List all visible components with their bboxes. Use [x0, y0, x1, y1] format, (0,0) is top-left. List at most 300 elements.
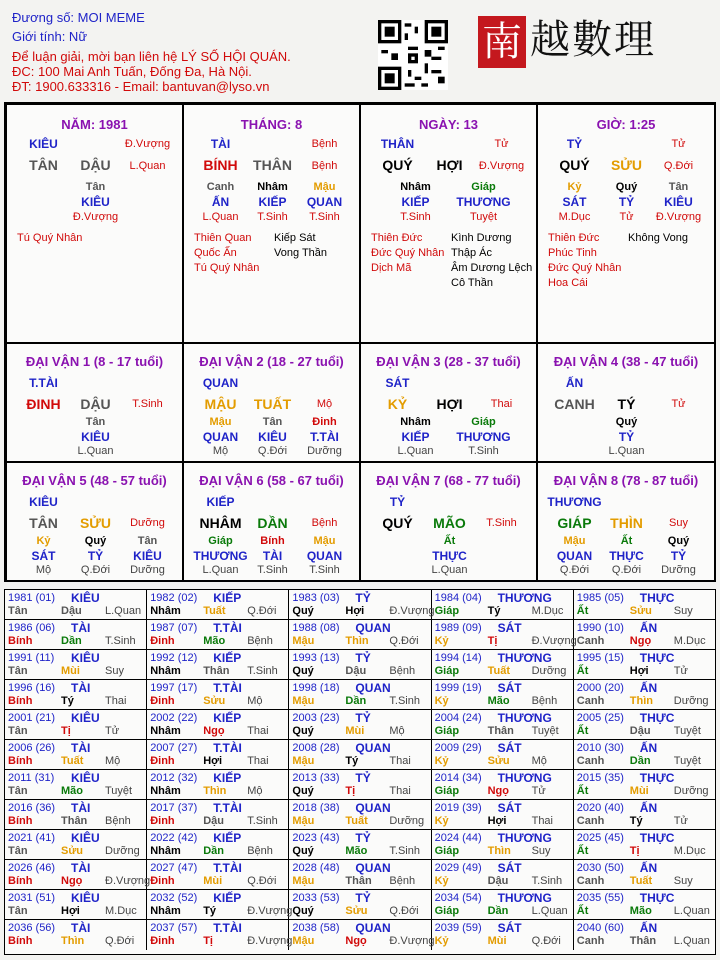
year-stem: Kỷ — [434, 935, 449, 947]
year-stem: Canh — [576, 635, 605, 647]
pillar-top-god: THÂN — [380, 137, 415, 151]
star-item: Phúc Tinh — [548, 247, 597, 259]
year-cell — [574, 590, 716, 620]
year-cell — [574, 770, 716, 800]
hidden-status: Tuyệt — [469, 211, 498, 223]
year-stem: Giáp — [434, 605, 460, 617]
hidden-stem: Kỷ — [36, 535, 51, 547]
dai-van-cell — [183, 462, 360, 581]
year-label: 2007 (27) — [150, 742, 198, 754]
year-branch: Tị — [61, 725, 71, 737]
star-item: Thiên Đức — [548, 232, 600, 244]
hidden-stem: Tân — [668, 181, 689, 193]
year-cell — [432, 800, 574, 830]
year-label: 1985 (05) — [576, 592, 624, 604]
year-status: T.Sinh — [389, 695, 420, 707]
hidden-stem: Quý — [667, 535, 690, 547]
heavenly-stem: KỶ — [387, 396, 408, 412]
year-god: THỰC — [639, 891, 675, 905]
year-status: Bệnh — [105, 815, 131, 827]
earthly-branch: TÝ — [617, 396, 636, 412]
year-stem: Ất — [576, 605, 589, 617]
hidden-status: M.Dục — [558, 211, 591, 223]
gender: Giới tính: Nữ — [12, 29, 88, 44]
year-cell — [147, 710, 289, 740]
hidden-status: T.Sinh — [400, 211, 431, 223]
hidden-god: SÁT — [31, 549, 56, 563]
year-status: Đ.Vượng — [105, 875, 151, 887]
year-status: Dưỡng — [531, 665, 567, 677]
year-status: Tuyệt — [531, 725, 559, 737]
phone-email: ĐT: 1900.633316 - Email: bantuvan@lyso.vn — [12, 79, 270, 94]
year-status: Q.Đới — [531, 935, 561, 947]
hidden-god: THỰC — [609, 549, 644, 563]
year-status: Dưỡng — [673, 785, 709, 797]
year-stem: Bính — [8, 695, 33, 707]
year-branch: Tuất — [629, 875, 653, 887]
year-cell — [5, 680, 147, 710]
year-label: 2036 (56) — [8, 922, 56, 934]
year-label: 2039 (59) — [434, 922, 482, 934]
year-label: 1988 (08) — [292, 622, 340, 634]
hidden-stem: Đinh — [312, 416, 337, 428]
branch-status: L.Quan — [129, 160, 166, 172]
year-status: Bệnh — [389, 875, 416, 887]
year-stem: Tân — [8, 845, 28, 857]
year-label: 2040 (60) — [576, 922, 624, 934]
year-stem: Đinh — [150, 755, 175, 767]
year-stem: Giáp — [434, 785, 460, 797]
year-cell — [147, 830, 289, 860]
year-cell — [574, 830, 716, 860]
dai-van-god: KIẾP — [206, 495, 235, 509]
year-status: M.Dục — [673, 635, 706, 647]
year-god: KIẾP — [213, 771, 242, 785]
hidden-status: T.Sinh — [309, 564, 340, 576]
year-branch: Mùi — [345, 725, 365, 737]
branch-status: T.Sinh — [132, 398, 163, 410]
year-cell — [432, 710, 574, 740]
year-status: Đ.Vượng — [531, 635, 577, 647]
hidden-god: KIÊU — [664, 195, 693, 209]
year-status: Suy — [673, 605, 693, 617]
hidden-stem: Mậu — [313, 181, 336, 193]
year-god: TÀI — [71, 861, 91, 875]
year-god: ẤN — [639, 861, 658, 875]
hidden-god: TÀI — [262, 549, 283, 563]
year-cell — [289, 710, 431, 740]
hidden-stem: Canh — [206, 181, 235, 193]
year-branch: Hợi — [487, 815, 507, 827]
year-label: 2029 (49) — [434, 862, 482, 874]
hidden-stem: Nhâm — [400, 416, 431, 428]
branch-status: Mộ — [316, 398, 333, 410]
hidden-stem: Mậu — [563, 535, 586, 547]
year-stem: Kỷ — [434, 755, 449, 767]
year-stem: Mậu — [292, 935, 315, 947]
hidden-status: Dưỡng — [307, 445, 342, 457]
pillar-top-god: TÀI — [210, 137, 231, 151]
hidden-stem: Ất — [620, 535, 633, 547]
hidden-status: Q.Đới — [257, 445, 288, 457]
year-stem: Giáp — [434, 905, 460, 917]
logo-text: 越數理 — [530, 17, 656, 63]
dai-van-title: ĐẠI VẬN 6 (58 - 67 tuổi) — [199, 473, 344, 488]
branch-status: Suy — [669, 517, 688, 529]
year-status: Mộ — [389, 725, 405, 737]
year-status: T.Sinh — [105, 635, 136, 647]
star-item: Đức Quý Nhân — [371, 247, 445, 259]
year-stem: Bính — [8, 755, 33, 767]
year-label: 2003 (23) — [292, 712, 340, 724]
heavenly-stem: MẬU — [204, 396, 237, 412]
year-god: TỶ — [355, 831, 371, 845]
branch-status: Bệnh — [311, 160, 338, 172]
hidden-stem: Tân — [137, 535, 158, 547]
year-cell — [574, 920, 716, 950]
heavenly-stem: GIÁP — [557, 515, 592, 531]
year-god: THỰC — [639, 711, 675, 725]
year-label: 2013 (33) — [292, 772, 340, 784]
hidden-status: Dưỡng — [661, 564, 696, 576]
year-stem: Nhâm — [150, 845, 181, 857]
year-label: 2000 (20) — [576, 682, 624, 694]
heavenly-stem: TÂN — [29, 157, 58, 173]
year-stem: Quý — [292, 605, 314, 617]
year-god: SÁT — [497, 741, 522, 755]
year-stem: Bính — [8, 875, 33, 887]
year-stem: Đinh — [150, 875, 175, 887]
year-god: TÀI — [71, 621, 91, 635]
year-cell — [432, 770, 574, 800]
year-god: KIÊU — [71, 651, 100, 665]
year-branch: Ngọ — [487, 785, 509, 797]
year-branch: Tuất — [345, 815, 368, 827]
year-cell — [5, 650, 147, 680]
heavenly-stem: QUÝ — [382, 515, 413, 531]
year-cell — [574, 620, 716, 650]
year-god: TÀI — [71, 921, 91, 935]
earthly-branch: SỬU — [610, 157, 643, 173]
star-item: Tú Quý Nhân — [17, 232, 83, 244]
pillar-title: NĂM: 1981 — [61, 117, 128, 132]
good-stars — [371, 231, 444, 276]
year-god: KIÊU — [71, 711, 100, 725]
year-god: THƯƠNG — [497, 711, 552, 725]
year-branch: Ngọ — [629, 635, 652, 647]
year-stem: Giáp — [434, 725, 460, 737]
year-stem: Tân — [8, 725, 28, 737]
year-god: QUAN — [355, 861, 391, 875]
year-cell — [5, 710, 147, 740]
earthly-branch: SỬU — [79, 515, 112, 531]
year-cell — [432, 590, 574, 620]
year-status: M.Dục — [673, 845, 706, 857]
hidden-status: L.Quan — [202, 564, 239, 576]
year-cell — [574, 710, 716, 740]
year-stem: Kỷ — [434, 635, 449, 647]
hidden-stem: Tân — [85, 181, 106, 193]
year-label: 2014 (34) — [434, 772, 482, 784]
year-label: 2026 (46) — [8, 862, 56, 874]
year-cell — [432, 680, 574, 710]
year-god: ẤN — [639, 801, 658, 815]
year-cell — [147, 590, 289, 620]
pillar-top-status: Tử — [494, 138, 509, 150]
year-cell — [432, 650, 574, 680]
star-item: Kiếp Sát — [274, 232, 316, 244]
pillar-top-god: KIÊU — [29, 137, 58, 151]
pillar-title: THÁNG: 8 — [240, 117, 303, 132]
year-branch: Ngọ — [203, 725, 225, 737]
year-branch: Thìn — [629, 695, 654, 707]
year-stem: Tân — [8, 905, 28, 917]
year-label: 2027 (47) — [150, 862, 198, 874]
chart-grid — [4, 102, 716, 582]
year-label: 1996 (16) — [8, 682, 56, 694]
year-cell — [289, 770, 431, 800]
dai-van-god: THƯƠNG — [547, 495, 602, 509]
year-branch: Tị — [487, 635, 498, 647]
year-cell — [289, 620, 431, 650]
year-status: T.Sinh — [247, 815, 278, 827]
year-cell — [289, 890, 431, 920]
star-item: Thập Ác — [451, 247, 492, 259]
year-status: L.Quan — [673, 935, 710, 947]
year-status: Bệnh — [389, 665, 416, 677]
year-stem: Quý — [292, 845, 314, 857]
year-branch: Hợi — [629, 665, 649, 677]
year-status: L.Quan — [105, 605, 142, 617]
year-cell — [574, 740, 716, 770]
hidden-status: Đ.Vượng — [655, 211, 702, 223]
earthly-branch: TUẤT — [253, 396, 292, 412]
year-status: Q.Đới — [105, 935, 135, 947]
year-stem: Tân — [8, 785, 28, 797]
year-branch: Dần — [345, 695, 367, 707]
year-branch: Dậu — [629, 725, 651, 737]
year-stem: Canh — [576, 695, 605, 707]
heavenly-stem: QUÝ — [559, 157, 590, 173]
year-branch: Ngọ — [345, 935, 367, 947]
year-branch: Mão — [345, 845, 368, 857]
year-god: QUAN — [355, 801, 391, 815]
year-god: KIÊU — [71, 891, 100, 905]
year-god: THỰC — [639, 831, 675, 845]
year-status: Dưỡng — [105, 845, 140, 857]
branch-status: Bệnh — [311, 517, 338, 529]
year-status: T.Sinh — [389, 845, 420, 857]
year-branch: Dậu — [203, 815, 224, 827]
year-god: ẤN — [639, 921, 658, 935]
year-status: Mộ — [531, 755, 547, 767]
hidden-stem: Tân — [262, 416, 283, 428]
year-god: KIẾP — [213, 711, 242, 725]
heavenly-stem: BÍNH — [203, 157, 238, 173]
year-cell — [432, 890, 574, 920]
year-god: T.TÀI — [213, 741, 242, 755]
year-god: SÁT — [497, 861, 522, 875]
year-branch: Thìn — [203, 785, 227, 797]
year-branch: Mão — [487, 695, 510, 707]
year-branch: Thân — [61, 815, 88, 827]
earthly-branch: THÌN — [610, 515, 643, 531]
year-label: 2001 (21) — [8, 712, 56, 724]
year-label: 2034 (54) — [434, 892, 482, 904]
hidden-status: T.Sinh — [468, 445, 499, 457]
year-label: 1984 (04) — [434, 592, 482, 604]
year-branch: Dần — [203, 845, 224, 857]
year-branch: Mùi — [629, 785, 649, 797]
year-stem: Bính — [8, 935, 33, 947]
hidden-god: KIẾP — [401, 430, 430, 444]
year-branch: Hợi — [61, 905, 80, 917]
year-god: ẤN — [639, 681, 658, 695]
hidden-status: T.Sinh — [309, 211, 340, 223]
year-status: T.Sinh — [531, 875, 563, 887]
hidden-god: THƯƠNG — [456, 430, 511, 444]
year-status: Đ.Vượng — [247, 905, 293, 917]
dai-van-cell — [183, 343, 360, 462]
earthly-branch: DẬU — [80, 157, 111, 173]
year-stem: Tân — [8, 665, 28, 677]
year-status: M.Dục — [105, 905, 137, 917]
dai-van-title: ĐẠI VẬN 8 (78 - 87 tuổi) — [553, 473, 699, 488]
dai-van-cell — [6, 462, 183, 581]
year-label: 2037 (57) — [150, 922, 198, 934]
hidden-status: Dưỡng — [130, 564, 165, 576]
year-branch: Tuất — [203, 605, 226, 617]
year-status: Thai — [247, 755, 269, 767]
branch-status: Q.Đới — [663, 160, 694, 172]
branch-status: Tử — [671, 398, 686, 410]
year-label: 1981 (01) — [8, 592, 56, 604]
year-stem: Quý — [292, 785, 314, 797]
bad-stars — [274, 231, 327, 261]
year-status: Tử — [673, 665, 688, 677]
dai-van-cell — [360, 343, 537, 462]
dai-van-title: ĐẠI VẬN 1 (8 - 17 tuổi) — [25, 354, 164, 369]
year-status: Thai — [389, 785, 411, 797]
hidden-status: L.Quan — [202, 211, 239, 223]
year-branch: Tý — [203, 905, 217, 917]
star-item: Dịch Mã — [371, 262, 412, 274]
year-branch: Mão — [203, 635, 226, 647]
year-branch: Thìn — [345, 635, 369, 647]
year-cell — [289, 920, 435, 950]
pillar-cell — [360, 104, 537, 343]
year-branch: Tý — [487, 605, 501, 617]
heavenly-stem: TÂN — [29, 515, 58, 531]
dai-van-god: QUAN — [202, 376, 239, 390]
hidden-god: SÁT — [562, 195, 587, 209]
dai-van-god: ẤN — [565, 376, 584, 390]
year-status: Tử — [531, 785, 546, 797]
year-branch: Ngọ — [61, 875, 83, 887]
year-god: THƯƠNG — [497, 651, 552, 665]
hidden-stem: Giáp — [208, 535, 233, 547]
year-status: Q.Đới — [247, 605, 277, 617]
year-stem: Ất — [576, 665, 589, 677]
hidden-god: TỶ — [618, 195, 635, 209]
year-stem: Ất — [576, 845, 589, 857]
dai-van-title: ĐẠI VẬN 7 (68 - 77 tuổi) — [376, 473, 521, 488]
hidden-status: T.Sinh — [257, 564, 288, 576]
dai-van-cell — [360, 462, 537, 581]
year-branch: Sửu — [345, 905, 368, 917]
year-status: Đ.Vượng — [389, 605, 435, 617]
year-label: 2033 (53) — [292, 892, 340, 904]
year-cell — [289, 860, 431, 890]
hidden-stem: Nhâm — [400, 181, 431, 193]
year-stem: Đinh — [150, 815, 175, 827]
dai-van-god: SÁT — [385, 376, 410, 390]
star-item: Hoa Cái — [548, 277, 588, 289]
year-god: T.TÀI — [213, 621, 242, 635]
bad-stars — [451, 231, 532, 291]
year-god: T.TÀI — [213, 801, 242, 815]
year-stem: Kỷ — [434, 695, 449, 707]
hidden-stem: Ất — [443, 535, 456, 547]
pillar-title: GIỜ: 1:25 — [596, 117, 656, 132]
year-status: Mộ — [247, 695, 263, 707]
year-cell — [147, 890, 293, 920]
year-cell — [5, 770, 147, 800]
year-cell — [5, 830, 147, 860]
year-branch: Thân — [345, 875, 372, 887]
year-label: 2023 (43) — [292, 832, 340, 844]
year-god: THƯƠNG — [497, 831, 552, 845]
year-stem: Kỷ — [434, 815, 449, 827]
year-stem: Canh — [576, 935, 605, 947]
year-stem: Ất — [576, 725, 589, 737]
pillar-title: NGÀY: 13 — [419, 117, 478, 132]
bad-stars — [628, 231, 688, 246]
year-cell — [5, 620, 147, 650]
year-god: KIẾP — [213, 591, 242, 605]
year-stem: Mậu — [292, 695, 315, 707]
year-branch: Tuất — [487, 665, 510, 677]
year-cell — [147, 860, 289, 890]
year-branch: Thìn — [487, 845, 511, 857]
year-label: 1982 (02) — [150, 592, 198, 604]
year-branch: Dần — [487, 905, 509, 917]
earthly-branch: HỢI — [436, 157, 463, 173]
year-god: SÁT — [497, 621, 522, 635]
earthly-branch: THÂN — [253, 157, 292, 173]
year-label: 2009 (29) — [434, 742, 482, 754]
year-god: KIẾP — [213, 831, 242, 845]
year-status: Bệnh — [531, 695, 558, 707]
year-status: Suy — [673, 875, 693, 887]
dai-van-cell — [537, 462, 715, 581]
year-god: SÁT — [497, 681, 522, 695]
year-branch: Tuất — [61, 755, 84, 767]
year-cell — [574, 650, 716, 680]
contact-note: Để luận giải, mời bạn liên hệ LÝ SỐ HỘI QUÁN. — [12, 49, 291, 64]
branch-status: T.Sinh — [486, 517, 517, 529]
hidden-god: QUAN — [306, 195, 343, 209]
year-branch: Tý — [629, 815, 643, 827]
dai-van-title: ĐẠI VẬN 3 (28 - 37 tuổi) — [376, 354, 521, 369]
hidden-status: T.Sinh — [257, 211, 288, 223]
year-branch: Sửu — [61, 845, 84, 857]
year-branch: Sửu — [487, 755, 510, 767]
hidden-stem: Quý — [84, 535, 107, 547]
hidden-god: QUAN — [202, 430, 239, 444]
star-item: Âm Dương Lệch — [451, 262, 533, 274]
year-status: Tuyệt — [105, 785, 133, 797]
